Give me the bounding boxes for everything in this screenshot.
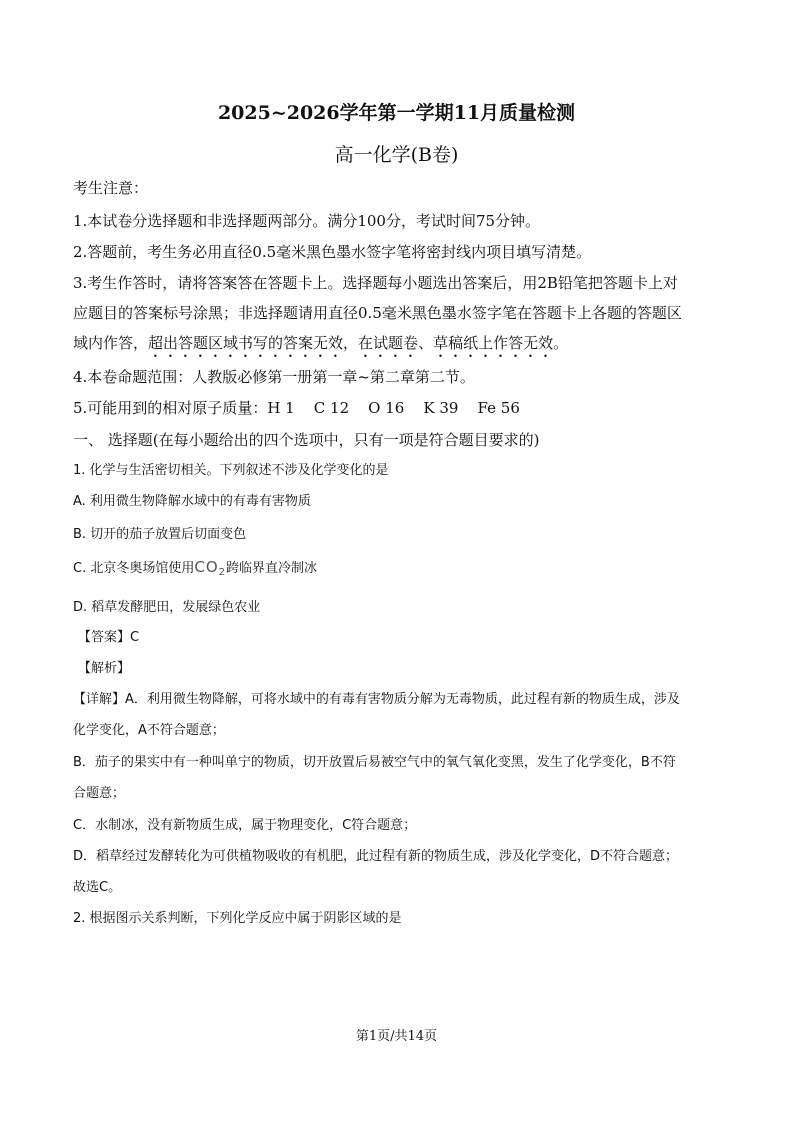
exam-title: 2025~2026学年第一学期11月质量检测 — [217, 102, 576, 124]
detail-line-6: D．稻草经过发酵转化为可供植物吸收的有机肥，此过程有新的物质生成，涉及化学变化，D不符合题意； — [73, 849, 679, 864]
question-1-stem: 1. 化学与生活密切相关。下列叙述不涉及化学变化的是 — [73, 463, 389, 478]
emphasis-text: 超出答题区域书写的答案无效 — [148, 334, 344, 352]
detail-line-5: C．水制冰，没有新物质生成，属于物理变化，C符合题意； — [73, 818, 417, 833]
analysis-label: 【解析】 — [78, 661, 131, 676]
notice-text: 域内作答， — [73, 334, 149, 352]
notice-item-1: 1.本试卷分选择题和非选择题两部分。满分100分，考试时间75分钟。 — [73, 212, 541, 230]
detail-line-3: B．茄子的果实中有一种叫单宁的物质，切开放置后易被空气中的氧气氧化变黑，发生了化学变化，B不符 — [73, 755, 676, 770]
formula-subscript: 2 — [218, 567, 226, 578]
detail-line-2: 化学变化，A不符合题意； — [73, 723, 225, 738]
question-1-option-d: D. 稻草发酵肥田，发展绿色农业 — [73, 600, 261, 615]
notice-item-5: 5.可能用到的相对原子质量：H 1 C 12 O 16 K 39 Fe 56 — [73, 399, 520, 417]
notice-text: 。 — [553, 334, 569, 352]
notice-item-4: 4.本卷命题范围：人教版必修第一册第一章~第二章第二节。 — [73, 368, 475, 386]
question-1-option-a: A. 利用微生物降解水域中的有毒有害物质 — [73, 494, 311, 509]
notice-text: ， — [343, 334, 359, 352]
notice-item-2: 2.答题前，考生务必用直径0.5毫米黑色墨水签字笔将密封线内项目填写清楚。 — [73, 243, 592, 261]
option-text: C. 北京冬奥场馆使用 — [73, 561, 195, 576]
detail-line-4: 合题意； — [73, 786, 126, 801]
co2-formula — [194, 558, 226, 576]
answer-label: 【答案】C — [78, 630, 140, 645]
option-text: 跨临界直冷制冰 — [226, 561, 318, 576]
detail-line-1: 【详解】A．利用微生物降解，可将水域中的有毒有害物质分解为无毒物质，此过程有新的物质生成，涉及 — [73, 692, 680, 707]
emphasis-text: 草稿纸上作答无效 — [433, 334, 554, 352]
notice-heading: 考生注意： — [73, 179, 149, 197]
detail-line-7: 故选C。 — [73, 880, 122, 895]
question-1-option-b: B. 切开的茄子放置后切面变色 — [73, 527, 247, 542]
notice-item-3-line-3 — [73, 332, 568, 361]
question-2-stem: 2. 根据图示关系判断，下列化学反应中属于阴影区域的是 — [73, 911, 402, 926]
notice-item-3-line-2: 应题目的答案标号涂黑；非选择题请用直径0.5毫米黑色墨水签字笔在答题卡上各题的答题区 — [73, 304, 682, 322]
exam-subtitle: 高一化学(B卷) — [334, 144, 459, 166]
notice-item-3-line-1: 3.考生作答时，请将答案答在答题卡上。选择题每小题选出答案后，用2B铅笔把答题卡上对 — [73, 274, 678, 292]
page-footer: 第1页/共14页 — [355, 1029, 438, 1044]
emphasis-text: 在试题卷 — [358, 334, 419, 352]
notice-text: 、 — [418, 334, 434, 352]
question-1-option-c — [73, 557, 317, 578]
section-heading: 一、 选择题(在每小题给出的四个选项中，只有一项是符合题目要求的) — [73, 431, 540, 449]
formula-text: CO — [194, 558, 219, 576]
